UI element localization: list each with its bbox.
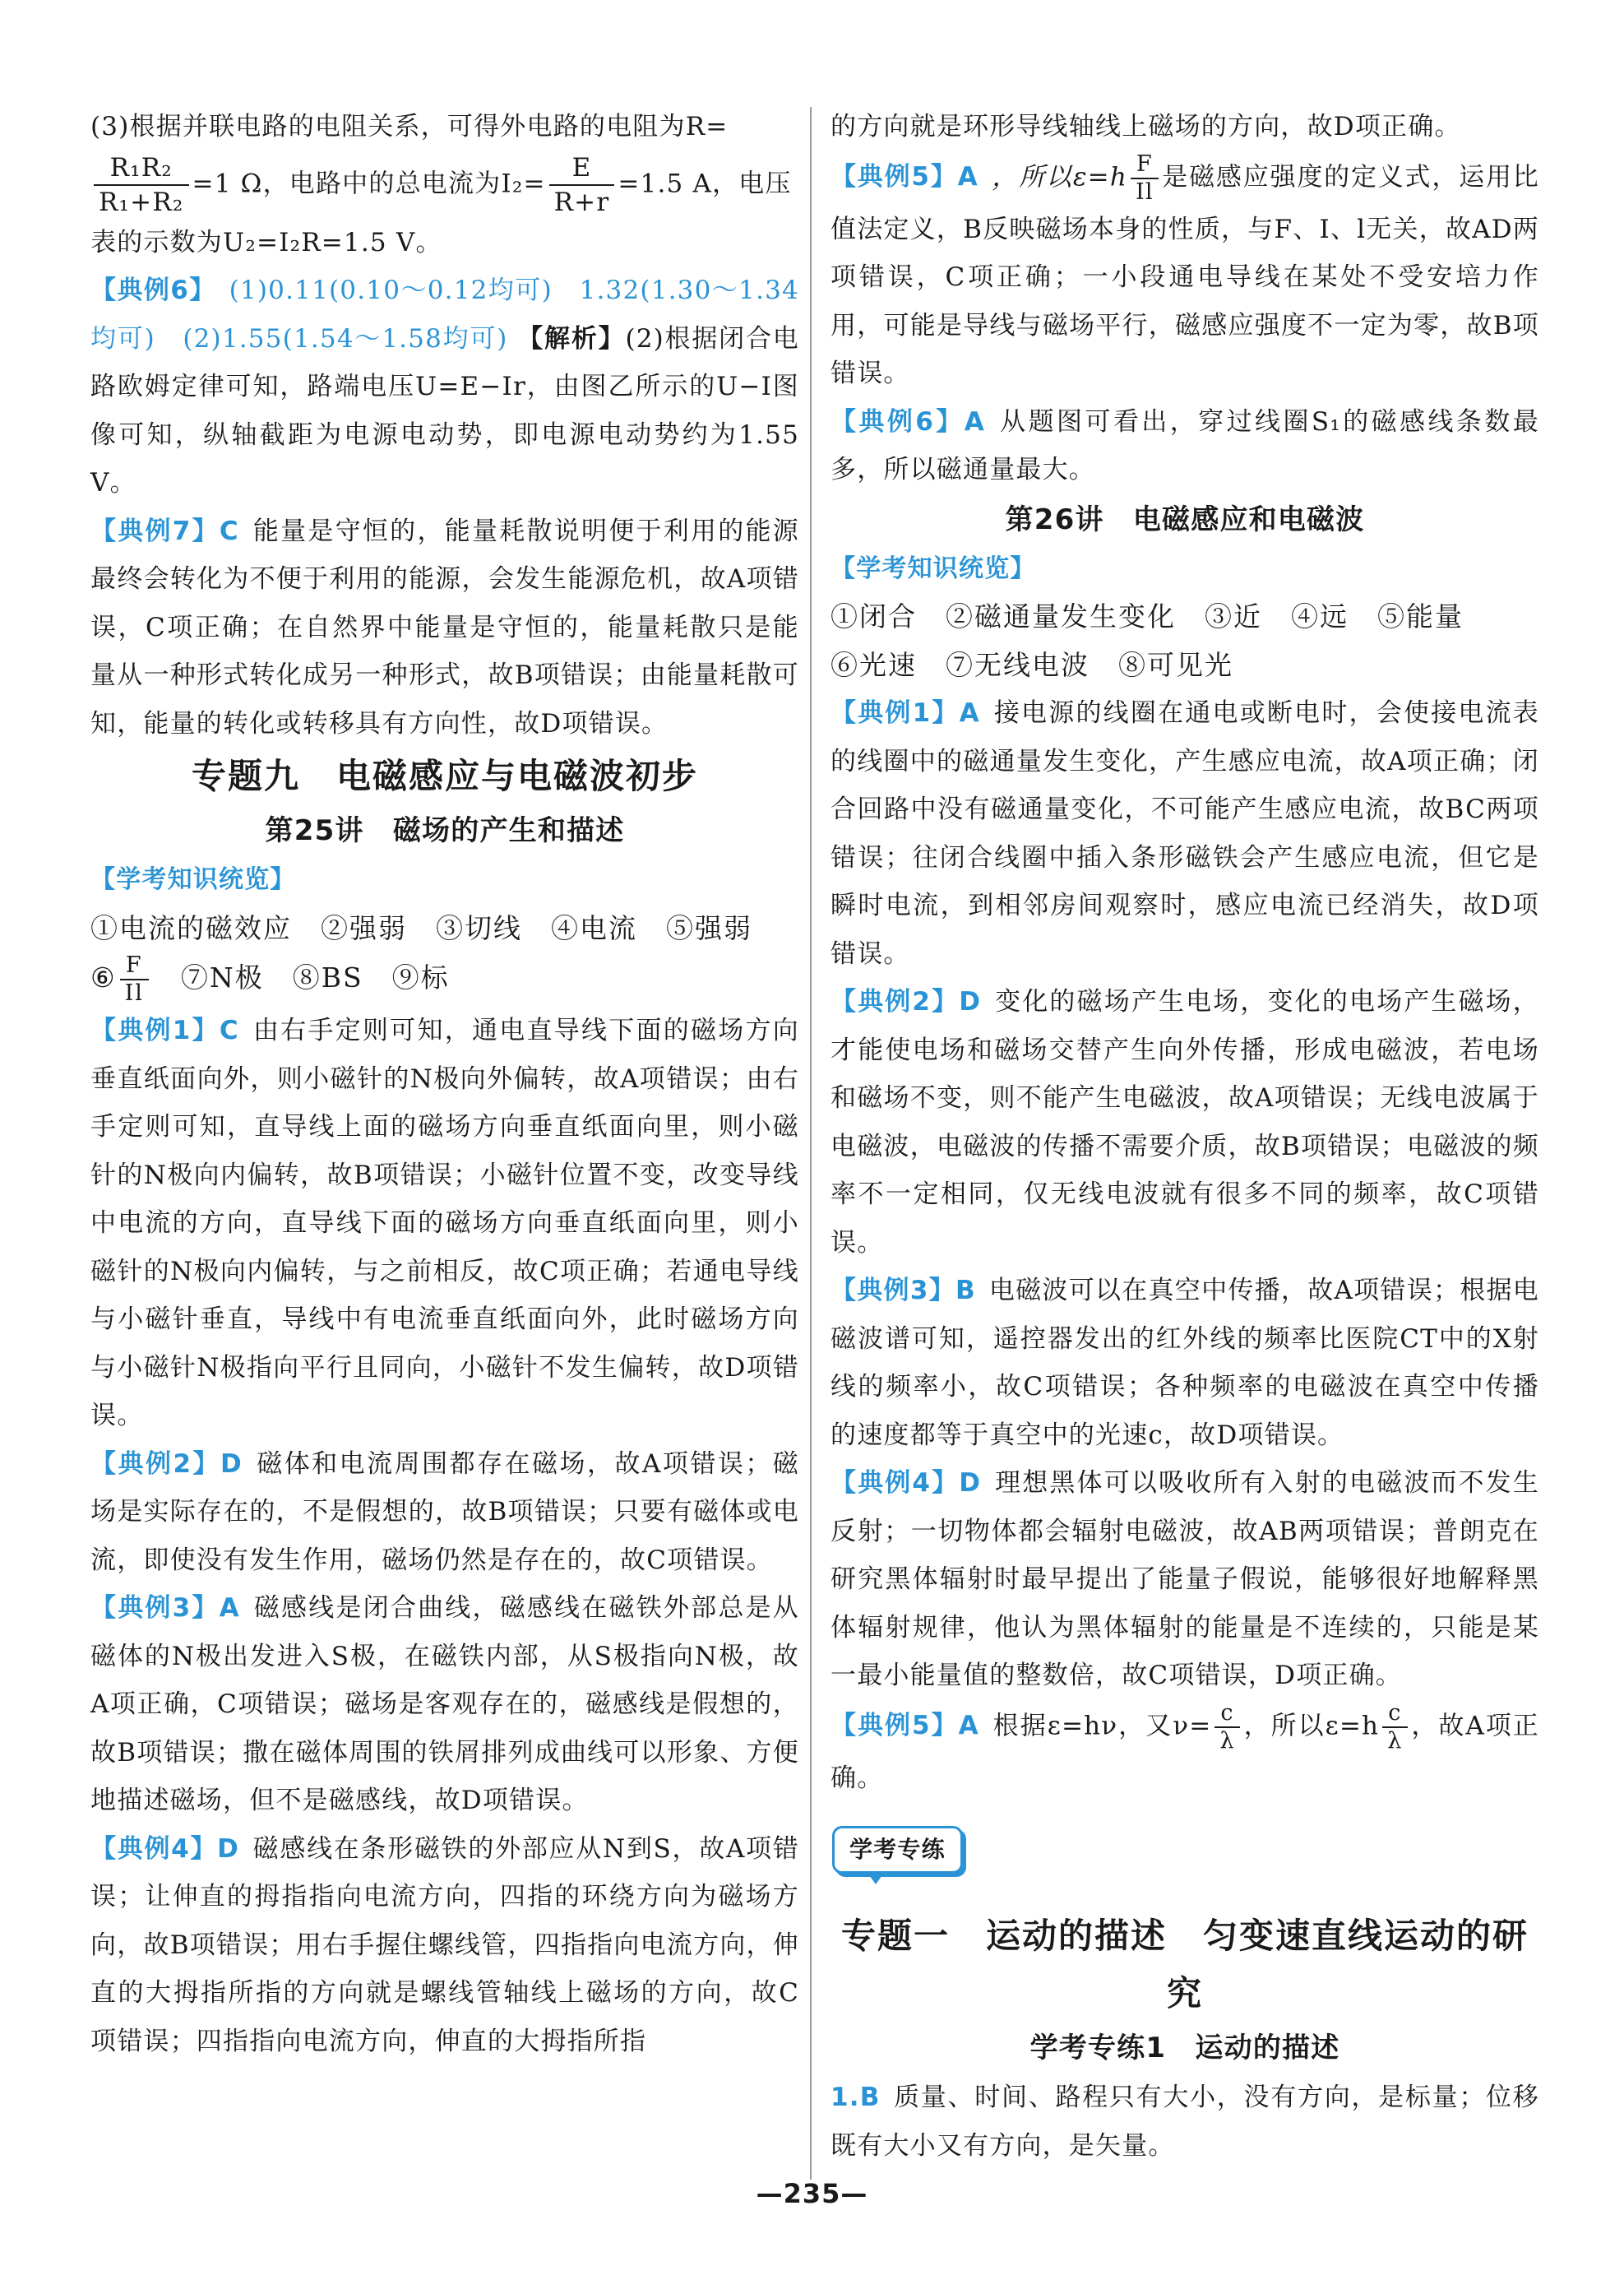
page-number: —235— (756, 2178, 868, 2209)
fraction-denominator: λ (1215, 1726, 1239, 1754)
example-2-answer (831, 978, 1539, 1267)
example-text: 理想黑体可以吸收所有入射的电磁波而不发生反射；一切物体都会辐射电磁波，故AB两项错误；普朗克在研究黑体辐射时最早提出了能量子假说，能够很好地解释黑体辐射规律，他认为黑体辐射的能量是不连续的，只能是某一最小能量值的整数倍，故C项错误，D项正确。 (831, 1468, 1539, 1690)
example-tag: 【典例1】C (90, 1016, 239, 1045)
fraction-numerator: E (571, 152, 592, 183)
example-text: 从题图可看出，穿过线圈S₁的磁感线条数最多，所以磁通量最大。 (831, 406, 1539, 484)
example-3-answer (90, 1584, 799, 1825)
fraction-f-il (120, 952, 149, 1007)
topic-1-heading: 专题一 运动的描述 匀变速直线运动的研究 (840, 1916, 1529, 2013)
continued-text: 的方向就是环形导线轴线上磁场的方向，故D项正确。 (831, 112, 1461, 141)
example-text: 由右手定则可知，通电直导线下面的磁场方向垂直纸面向外，则小磁针的N极向外偏转，故A项错误；由右手定则可知，直导线上面的磁场方向垂直纸面向里，则小磁针的N极向内偏转，故B项错误；小磁针位置不变，改变导线中电流的方向，直导线下面的磁场方向垂直纸面向里，则小磁针的N极向内偏转，与之前相反，故C项正确；若通电导线与小磁针垂直，导线中有电流垂直纸面向外，此时磁场方向与小磁针N极指向平行且同向，小磁针不发生偏转，故D项错误。 (90, 1016, 800, 1430)
paragraph-parallel-resistance (90, 103, 799, 266)
knowledge-answers-line-1: ①电流的磁效应 ②强弱 ③切线 ④电流 ⑤强弱 (90, 911, 752, 944)
fraction-numerator: R₁R₂ (109, 152, 173, 183)
fraction-numerator: F (1136, 151, 1153, 177)
practice-badge: 学考专练 (832, 1826, 963, 1874)
example-text: 接电源的线圈在通电或断电时，会使接电流表的线圈中的磁通量发生变化，产生感应电流，故A项正确；闭合回路中没有磁通量变化，不可能产生感应电流，故BC两项错误；往闭合线圈中插入条形磁铁会产生感应电流，但它是瞬时电流，到相邻房间观察时，感应电流已经消失，故D项错误。 (831, 698, 1539, 969)
knowledge-answers-line-2: ⑥光速 ⑦无线电波 ⑧可见光 (831, 648, 1233, 681)
example-tag: 【典例3】A (90, 1593, 240, 1623)
example-4-answer (90, 1825, 799, 2066)
example-text: (2)根据闭合电路欧姆定律可知，路端电压U=E−Ir，由图乙所示的U−I图像可知，纵轴截距为电源电动势，即电源电动势约为1.55 V。 (90, 323, 799, 498)
fraction-numerator: c (1388, 1699, 1402, 1726)
right-column (831, 103, 1539, 2170)
text: =1 Ω，电路中的总电流为I₂= (192, 169, 546, 198)
example-tag: 【典例1】A (831, 698, 980, 728)
fraction-denominator: R₁+R₂ (94, 184, 189, 219)
example-5-answer (831, 151, 1539, 398)
example-7-answer (90, 507, 799, 748)
fraction-denominator: Il (1131, 178, 1159, 206)
knowledge-answers-line-2 (90, 952, 799, 1007)
knowledge-answers-line-1: ①闭合 ②磁通量发生变化 ③近 ④远 ⑤能量 (831, 600, 1464, 632)
example-text: 磁体和电流周围都存在磁场，故A项错误；磁场是实际存在的，不是假想的，故B项错误；只要有磁体或电流，即使没有发生作用，磁场仍然是存在的，故C项错误。 (90, 1448, 799, 1575)
question-text: 质量、时间、路程只有大小，没有方向，是标量；位移既有大小又有方向，是矢量。 (831, 2083, 1539, 2161)
fraction-f-il (1131, 151, 1159, 206)
example-5b-answer (831, 1700, 1539, 1803)
question-1-answer (831, 2074, 1539, 2170)
fraction-denominator: Il (120, 979, 149, 1007)
topic-9-heading: 专题九 电磁感应与电磁波初步 (191, 756, 698, 796)
example-tag: 【典例3】B (831, 1276, 976, 1305)
example-4-answer (831, 1459, 1539, 1700)
example-text: 能量是守恒的，能量耗散说明便于利用的能源最终会转化为不便于利用的能源，会发生能源危机，故A项错误，C项正确；在自然界中能量是守恒的，能量耗散只是能量从一种形式转化成另一种形式，故B项错误；由能量耗散可知，能量的转化或转移具有方向性，故D项错误。 (90, 516, 800, 739)
fraction-current (549, 151, 615, 219)
text: (3)根据并联电路的电阻关系，可得外电路的电阻为R= (90, 112, 729, 141)
example-2-answer (90, 1440, 799, 1585)
drill-1-heading: 学考专练1 运动的描述 (1029, 2032, 1340, 2064)
example-tag: 【典例4】D (831, 1468, 982, 1498)
question-tag: 1.B (831, 2083, 881, 2112)
example-6-answer (831, 398, 1539, 494)
example-3-answer (831, 1267, 1539, 1459)
formula-text: ，所以ε=h (1242, 1711, 1380, 1740)
lecture-25-heading: 第25讲 磁场的产生和描述 (265, 814, 625, 847)
left-column (90, 103, 799, 2065)
example-text: 磁感线是闭合曲线，磁感线在磁铁外部总是从磁体的N极出发进入S极，在磁铁内部，从S极指向N极，故A项正确，C项错误；磁场是客观存在的，磁感线是假想的，故B项错误；撒在磁体周围的铁屑排列成曲线可以形象、方便地描述磁场，但不是磁感线，故D项错误。 (90, 1593, 799, 1815)
text: 表的示数为U₂=I₂R=1.5 V。 (90, 227, 442, 257)
example-text: 是磁感应强度的定义式，运用比值法定义，B反映磁场本身的性质，与F、I、l无关，故AD两项错误，C项正确；一小段通电导线在某处不受安培力作用，可能是导线与磁场平行，磁感应强度不一定为零，故B项错误。 (831, 162, 1539, 388)
formula-text: 根据ε=hν，又ν= (992, 1711, 1212, 1740)
column-divider (810, 107, 812, 2180)
example-text: 变化的磁场产生电场，变化的电场产生磁场，才能使电场和磁场交替产生向外传播，形成电磁波，若电场和磁场不变，则不能产生电磁波，故A项错误；无线电波属于电磁波，电磁波的传播不需要介质，故B项错误；电磁波的频率不一定相同，仅无线电波就有很多不同的频率，故C项错误。 (831, 987, 1539, 1258)
example-tag: 【典例2】D (831, 987, 982, 1017)
example-tag: 【典例6】A (831, 406, 985, 437)
formula-text: ，所以ε=h (991, 162, 1127, 192)
example-6-answers: (1)0.11(0.10～0.12均可) 1.32(1.30～1.34均可) (2)1.55(1.54～1.58均可) (90, 276, 799, 354)
fraction-c-lambda (1382, 1700, 1407, 1754)
knowledge-overview-label: 【学考知识统览】 (90, 865, 296, 894)
knowledge-overview-label: 【学考知识统览】 (831, 554, 1036, 583)
fraction-numerator: c (1220, 1699, 1234, 1726)
example-tag: 【典例7】C (90, 516, 239, 546)
text: ⑦N极 ⑧BS ⑨标 (151, 961, 450, 994)
analysis-label: 【解析】 (517, 323, 626, 354)
fraction-c-lambda (1215, 1700, 1239, 1754)
example-text: ，故A项正确。 (831, 1711, 1540, 1793)
example-tag: 【典例4】D (90, 1833, 240, 1864)
fraction-denominator: λ (1382, 1726, 1407, 1754)
text: ⑥ (90, 961, 117, 994)
text: =1.5 A，电压 (618, 169, 792, 198)
example-text: 磁感线在条形磁铁的外部应从N到S，故A项错误；让伸直的拇指指向电流方向，四指的环绕方向为磁场方向，故B项错误；用右手握住螺线管，四指指向电流方向，伸直的大拇指所指的方向就是螺线管轴线上磁场的方向，故C项错误；四指指向电流方向，伸直的大拇指所指 (90, 1833, 799, 2056)
fraction-denominator: R+r (549, 184, 615, 219)
fraction-resistance (94, 151, 189, 219)
example-tag: 【典例5】A (831, 1711, 979, 1740)
practice-badge-row (831, 1825, 1539, 1891)
example-tag: 【典例6】 (90, 276, 216, 305)
example-1-answer (90, 1007, 799, 1440)
example-tag: 【典例2】D (90, 1448, 243, 1479)
lecture-26-heading: 第26讲 电磁感应和电磁波 (1005, 503, 1365, 536)
example-text: 电磁波可以在真空中传播，故A项错误；根据电磁波谱可知，遥控器发出的红外线的频率比医院CT中的X射线的频率小，故C项错误；各种频率的电磁波在真空中传播的速度都等于真空中的光速c，故D项错误。 (831, 1276, 1539, 1450)
fraction-numerator: F (125, 952, 143, 978)
example-6-answer (90, 266, 799, 507)
example-tag: 【典例5】A (831, 162, 979, 192)
example-1-answer (831, 689, 1539, 978)
